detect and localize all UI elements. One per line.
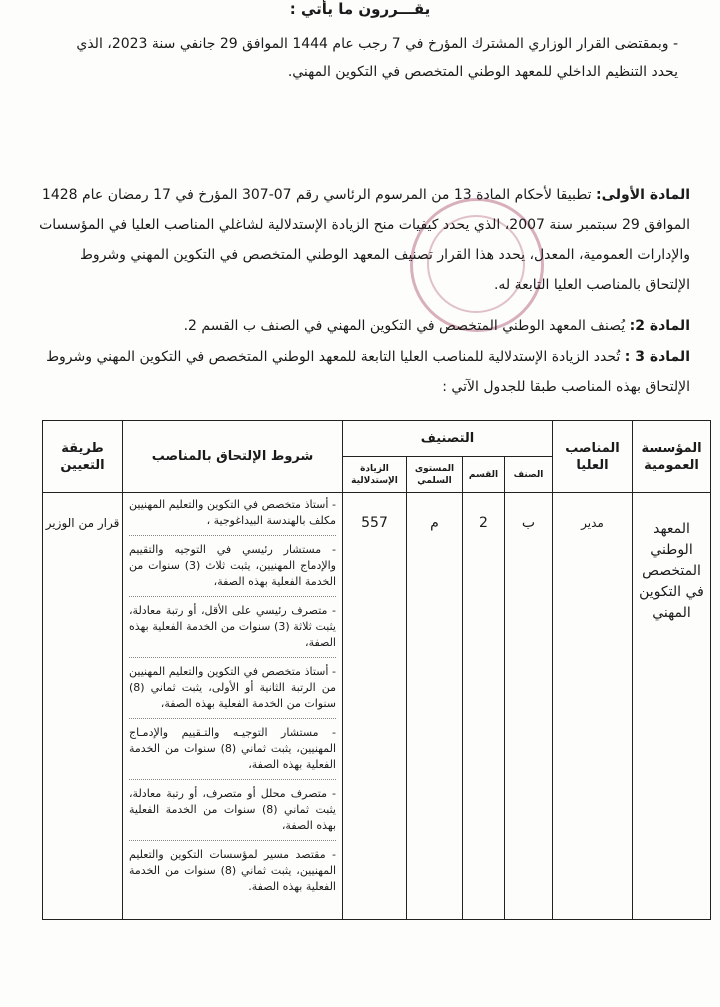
cell-position: مدير	[553, 493, 633, 920]
header-level: المستوى السلمي	[407, 457, 463, 493]
header-category: الصنف	[505, 457, 553, 493]
article-1	[38, 180, 690, 300]
header-appointment: طريقة التعيين	[43, 421, 123, 493]
cell-appointment: قرار من الوزير	[43, 493, 123, 920]
header-institution: المؤسسة العمومية	[633, 421, 711, 493]
condition-item: - مستشار رئيسي في التوجيه والتقييم والإدماج المهنيين، يثبت ثلاث (3) سنوات من الخدمة الفعلية بهذه الصفة،	[129, 542, 336, 597]
intro-line-2: يحدد التنظيم الداخلي للمعهد الوطني المتخصص في التكوين المهني.	[287, 64, 678, 80]
article-3-text: تُحدد الزيادة الإستدلالية للمناصب العليا التابعة للمعهد الوطني المتخصص في التكوين المهني وشروط الإلتحاق بهذه المناصب طبقا للجدول الآتي :	[46, 349, 690, 395]
header-positions: المناصب العليا	[553, 421, 633, 493]
article-1-text: تطبيقا لأحكام المادة 13 من المرسوم الرئاسي رقم 07-307 المؤرخ في 17 رمضان عام 1428 الموافق 29 سبتمبر سنة 2007، الذي يحدد كيفيات منح الزيادة الإستدلالية لشاغلي المناصب العليا في المؤسسات والإدارات العمومية، المعدل، يحدد هذا القرار تصنيف المعهد الوطني المتخصص في التكوين المهني وشروط الإلتحاق بالمناصب العليا التابعة له.	[39, 187, 690, 293]
cell-conditions	[123, 493, 343, 920]
cell-increase: 557	[343, 493, 407, 920]
condition-item: - مستشار التوجيـه والتـقييم والإدمـاج المهنيين، يثبت ثماني (8) سنوات من الخدمة الفعلية بهذه الصفة،	[129, 725, 336, 780]
header-section: القسم	[463, 457, 505, 493]
intro-line-1: - وبمقتضى القرار الوزاري المشترك المؤرخ في 7 رجب عام 1444 الموافق 29 جانفي سنة 2023، الذي	[76, 36, 678, 52]
header-conditions: شروط الإلتحاق بالمناصب	[123, 421, 343, 493]
decree-heading: يقـــررون ما يأتي :	[289, 0, 431, 18]
article-2	[38, 312, 690, 340]
article-2-label: المادة 2:	[629, 318, 690, 334]
cell-level: م	[407, 493, 463, 920]
condition-item: - مقتصد مسير لمؤسسات التكوين والتعليم المهنيين، يثبت ثماني (8) سنوات من الخدمة الفعلية بهذه الصفة.	[129, 848, 336, 893]
cell-category: ب	[505, 493, 553, 920]
intro-paragraph	[30, 30, 678, 86]
classification-table	[42, 420, 711, 920]
header-increase: الزيادة الإستدلالية	[343, 457, 407, 493]
condition-item: - أستاذ متخصص في التكوين والتعليم المهنيين مكلف بالهندسة البيداغوجية ،	[129, 497, 336, 536]
cell-institution: المعهد الوطني المتخصص في التكوين المهني	[633, 493, 711, 920]
article-1-label: المادة الأولى:	[596, 187, 690, 203]
condition-item: - متصرف رئيسي على الأقل، أو رتبة معادلة، يثبت ثلاثة (3) سنوات من الخدمة الفعلية بهذه الصفة،	[129, 603, 336, 658]
cell-section: 2	[463, 493, 505, 920]
header-classification: التصنيف	[343, 421, 553, 457]
article-2-text: يُصنف المعهد الوطني المتخصص في التكوين المهني في الصنف ب القسم 2.	[183, 318, 626, 334]
article-3	[38, 342, 690, 402]
article-3-label: المادة 3 :	[624, 349, 690, 365]
condition-item: - متصرف محلل أو متصرف، أو رتبة معادلة، يثبت ثماني (8) سنوات من الخدمة الفعلية بهذه الصفة،	[129, 786, 336, 841]
condition-item: - أستاذ متخصص في التكوين والتعليم المهنيين من الرتبة الثانية أو الأولى، يثبت ثماني (8) سنوات من الخدمة الفعلية بهذه الصفة،	[129, 664, 336, 719]
